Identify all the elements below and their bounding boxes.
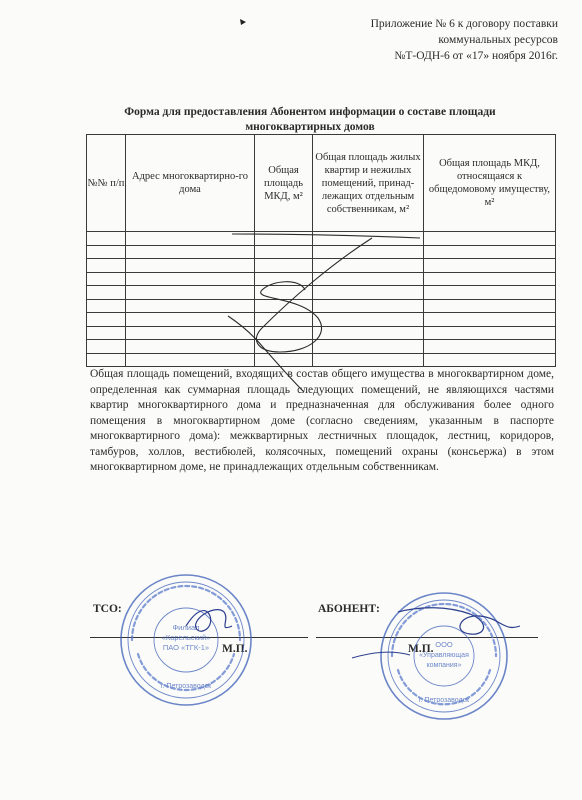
appendix-line-1: Приложение № 6 к договору поставки <box>370 18 558 30</box>
tso-stamp-city: г. Петрозаводск <box>160 683 212 690</box>
common-property-note: Общая площадь помещений, входящих в состав общего имущества в многоквартирном доме, определенная как суммарная площадь следующих помещений, не являющихся частями квартир многоквартирного дома и предназначенная для обслуживания более одного помещения в многоквартирном доме (согласно сведениям, указанным в паспорте многоквартирного дома): межквартирных лестничных площадок, лестниц, коридоров, тамбуров, холлов, вестибюлей, колясочных, помещений охраны (консьержа) в этом многоквартирном доме, не принадлежащих отдельным собственникам. <box>90 368 554 473</box>
tso-stamp-text-2: «Карельский» <box>161 633 211 642</box>
tso-stamp-text-3: ПАО «ТГК-1» <box>162 643 210 652</box>
col-header-common-area: Общая площадь МКД, относящаяся к общедомовому имуществу, м² <box>424 135 556 232</box>
subscriber-stamp-text-1: ООО <box>435 640 453 649</box>
col-header-total-area: Общая площадь МКД, м² <box>255 135 313 232</box>
subscriber-stamp-mark: М.П. <box>408 643 434 655</box>
col-header-number: №№ п/п <box>87 135 126 232</box>
appendix-line-2: коммунальных ресурсов <box>438 34 558 46</box>
subscriber-label: АБОНЕНТ: <box>318 603 380 615</box>
col-header-owned-area: Общая площадь жилых квартир и нежилых помещений, принад-лежащих отдельным собственникам, м² <box>313 135 424 232</box>
crossout-diagonal-stroke <box>256 238 372 352</box>
col-header-address: Адрес многоквартирно-го дома <box>126 135 255 232</box>
crossout-tail-stroke <box>228 316 304 392</box>
subscriber-signature <box>398 608 520 634</box>
scan-mark <box>240 19 246 25</box>
subscriber-signature-underline <box>352 652 410 658</box>
tso-signature <box>186 610 232 632</box>
tso-stamp-mark: М.П. <box>222 643 248 655</box>
tso-stamp-text-1: Филиал <box>172 623 200 632</box>
crossout-top-stroke <box>232 234 420 238</box>
subscriber-stamp-text-3: компания» <box>426 662 462 669</box>
form-title-line-2: многоквартирных домов <box>245 121 375 133</box>
subscriber-stamp-text-2: «Управляющая <box>419 652 469 659</box>
form-title-line-1: Форма для предоставления Абонентом информации о составе площади <box>124 106 496 118</box>
subscriber-stamp-city: г. Петрозаводск <box>418 697 470 704</box>
tso-label: ТСО: <box>93 603 122 615</box>
appendix-line-3: №Т-ОДН-6 от «17» ноября 2016г. <box>394 50 558 62</box>
